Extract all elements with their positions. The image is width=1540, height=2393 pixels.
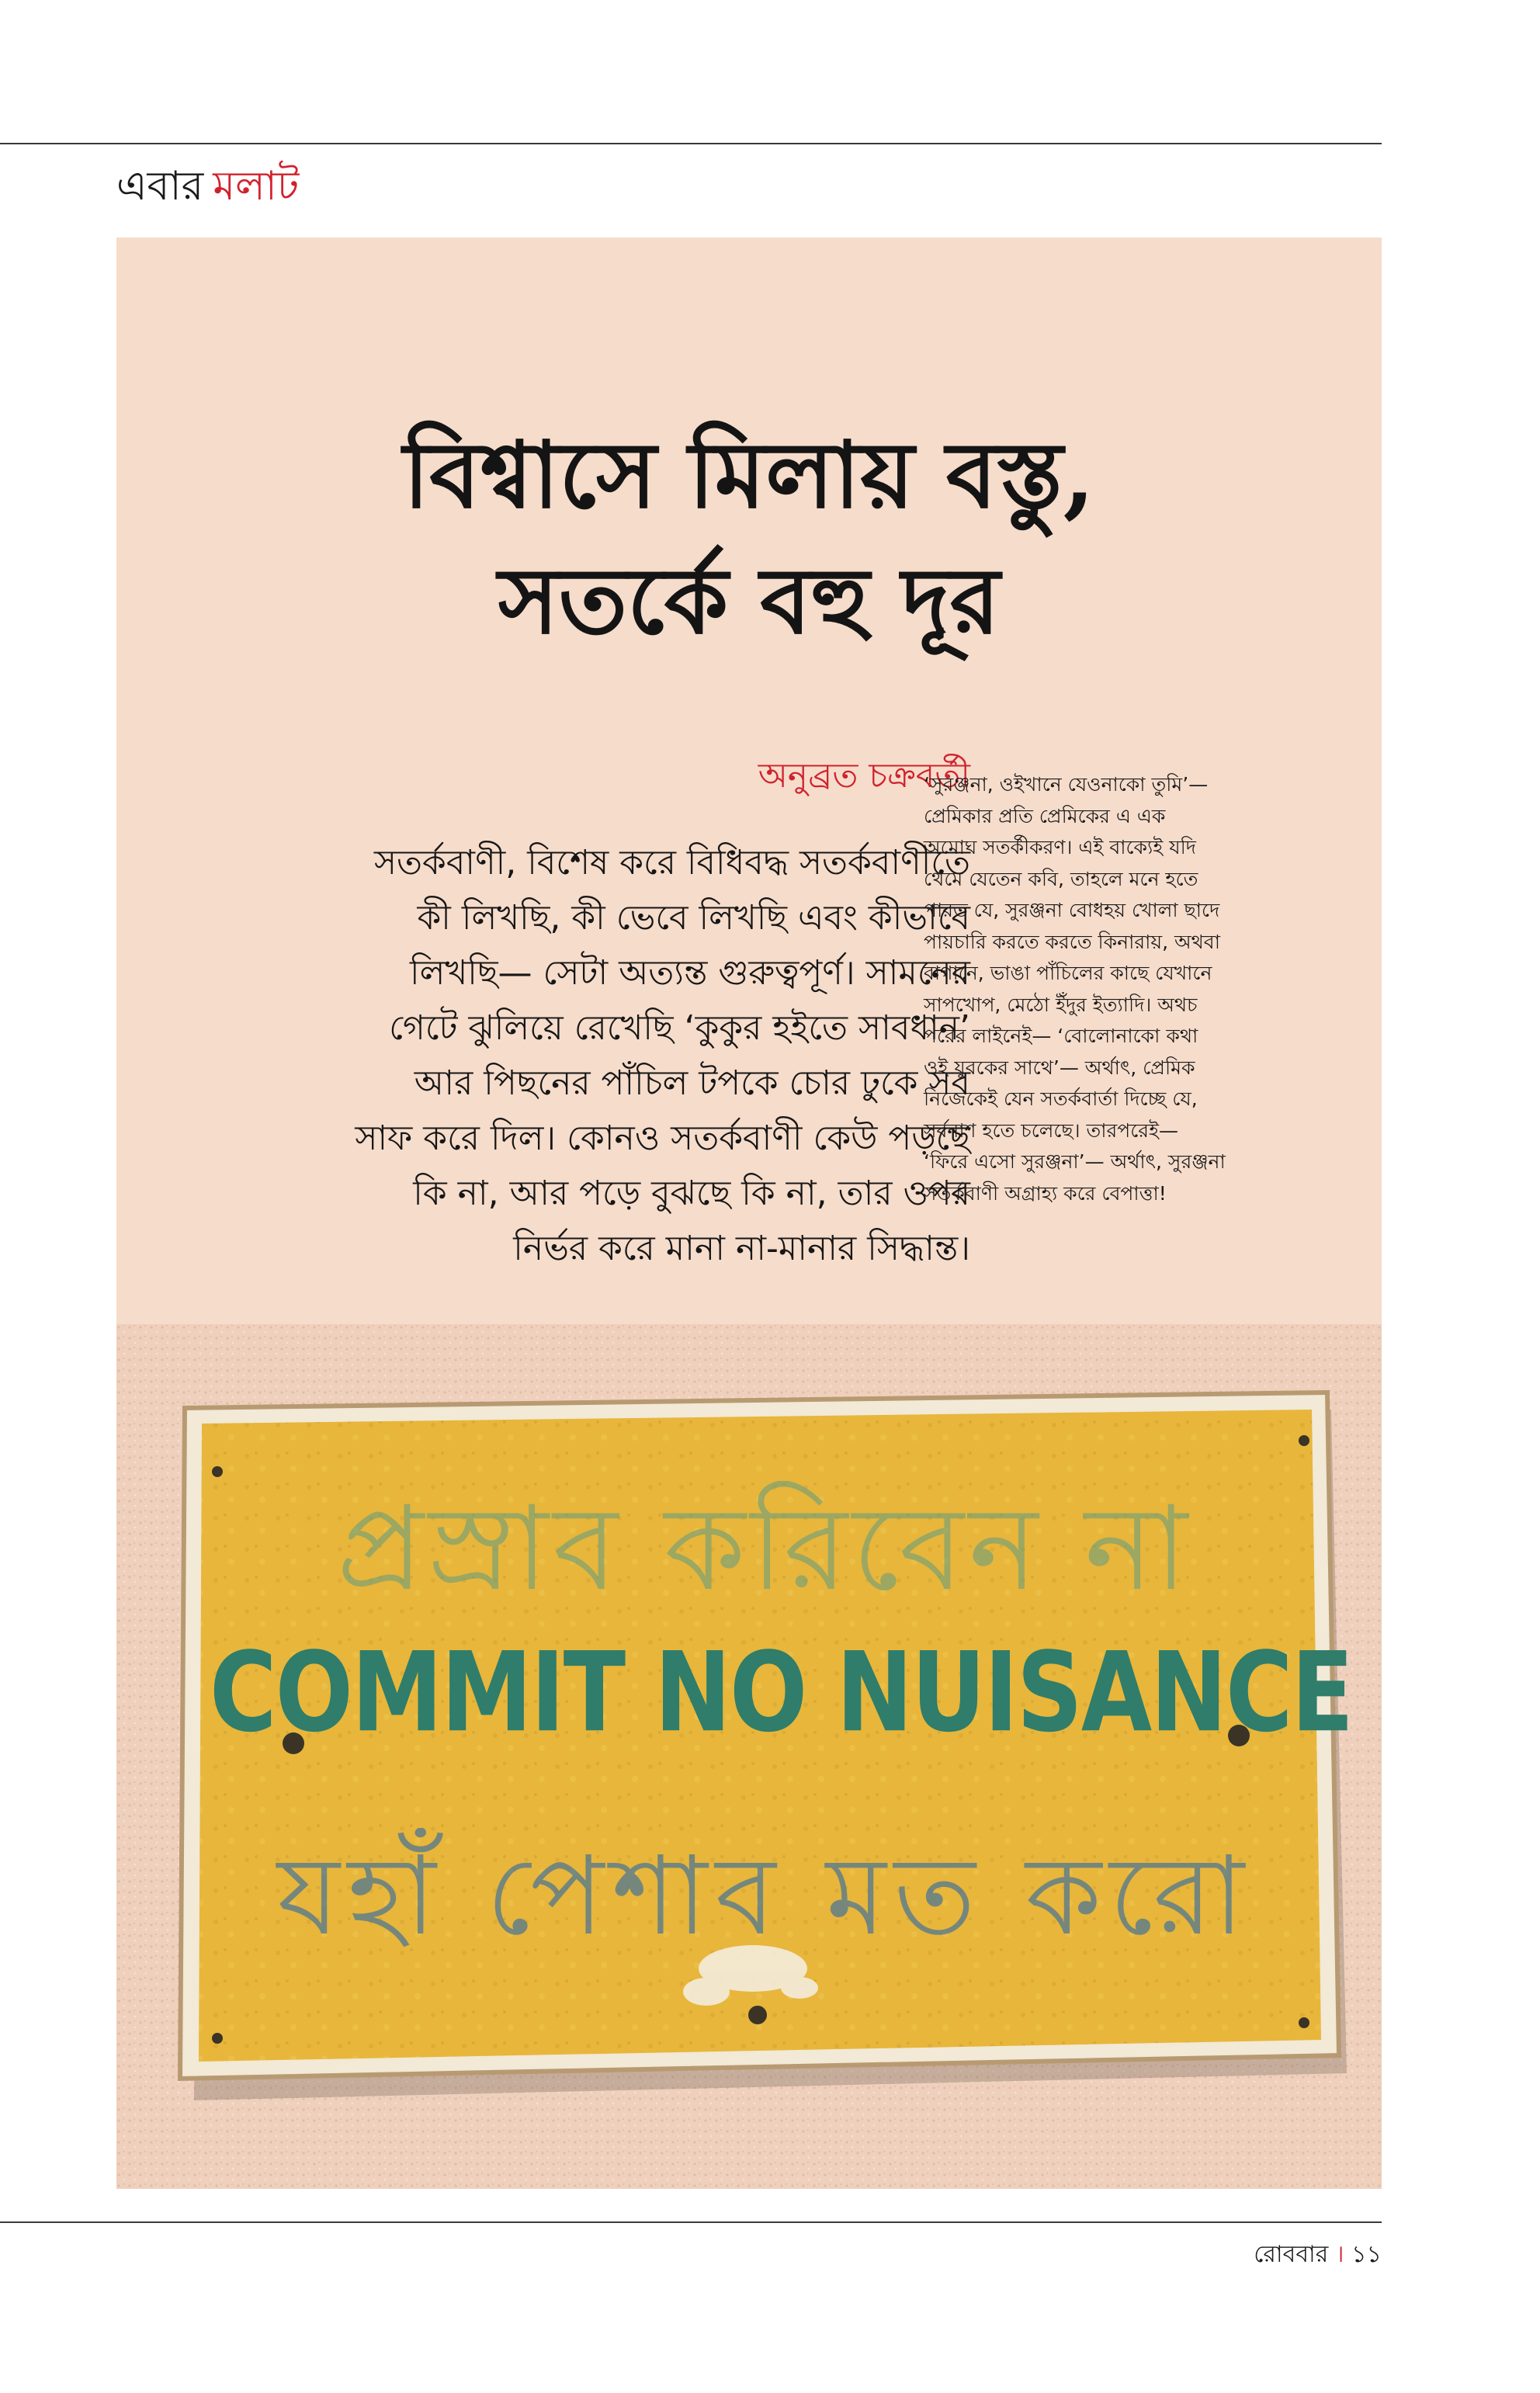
page-number: ১১ — [1351, 2241, 1382, 2268]
author-byline: অনুব্রত চক্রবর্তী — [758, 756, 970, 796]
lede-line: লিখছি— সেটা অত্যন্ত গুরুত্বপূর্ণ। সামনের — [409, 953, 970, 993]
headline-line-2: সতর্কে বহু দূর — [498, 546, 1001, 654]
page-footer — [1234, 2235, 1382, 2275]
sign-english-text: COMMIT NO NUISANCE — [210, 1628, 1353, 1757]
sidebar-line: পায়চারি করতে করতে কিনারায়, অথবা — [924, 930, 1220, 953]
sidebar-line: পারত যে, সুরঞ্জনা বোধহয় খোলা ছাদে — [924, 899, 1220, 921]
sidebar-line: নিজেকেই যেন সতর্কবার্তা দিচ্ছে যে, — [924, 1087, 1198, 1110]
lede-line: কী লিখছি, কী ভেবে লিখছি এবং কীভাবে — [417, 898, 970, 938]
top-rule — [0, 143, 1382, 144]
footer-separator: । — [1335, 2241, 1344, 2268]
sidebar-line: পরের লাইনেই— ‘বোলোনাকো কথা — [924, 1025, 1198, 1047]
lede-line: আর পিছনের পাঁচিল টপকে চোর ঢুকে সব — [414, 1063, 970, 1103]
sidebar-line: প্রেমিকার প্রতি প্রেমিকের এ এক — [924, 804, 1166, 827]
lede-line: গেটে ঝুলিয়ে রেখেছি ‘কুকুর হইতে সাবধান’ — [389, 1008, 970, 1048]
lede-paragraph — [194, 835, 970, 1276]
sign-hindi-text: যহাঁ পেশাব মত করো — [276, 1833, 1253, 1960]
sidebar-quote-text — [924, 769, 1358, 1209]
sidebar-line: ‘সুরঞ্জনা, ওইখানে যেওনাকো তুমি’— — [924, 773, 1209, 796]
headline-line-1: বিশ্বাসে মিলায় বস্তু, — [403, 421, 1095, 529]
sign-lettering — [116, 1324, 1382, 2189]
lede-line: নির্ভর করে মানা না-মানার সিদ্ধান্ত। — [513, 1229, 970, 1268]
sidebar-line: সর্বনাশ হতে চলেছে। তারপরেই— — [924, 1118, 1179, 1142]
sidebar-line: ওই যুবকের সাথে’— অর্থাৎ, প্রেমিক — [924, 1056, 1195, 1079]
section-label-accent: মলাট — [213, 163, 300, 210]
article-header-panel — [116, 238, 1382, 1324]
section-label — [116, 161, 299, 211]
sidebar-line: সাপখোপ, মেঠো ইঁদুর ইত্যাদি। অথচ — [924, 993, 1198, 1016]
sidebar-line: সতর্কবাণী অগ্রাহ্য করে বেপাত্তা! — [924, 1181, 1167, 1205]
lede-line: কি না, আর পড়ে বুঝছে কি না, তার ওপর — [413, 1174, 970, 1213]
warning-sign-photo — [116, 1324, 1382, 2189]
headline — [116, 412, 1382, 664]
magazine-name: রোববার — [1254, 2241, 1329, 2268]
bottom-rule — [0, 2221, 1382, 2223]
sidebar-line: থেমে যেতেন কবি, তাহলে মনে হতে — [924, 867, 1198, 890]
sign-bengali-text: প্রস্রাব করিবেন না — [336, 1482, 1193, 1617]
section-label-plain: এবার — [116, 163, 204, 210]
lede-line: সতর্কবাণী, বিশেষ করে বিধিবদ্ধ সতর্কবাণীতে — [373, 843, 970, 883]
sidebar-line: ‘ফিরে এসো সুরঞ্জনা’— অর্থাৎ, সুরঞ্জনা — [924, 1150, 1226, 1173]
sidebar-line: অমোঘ সতর্কীকরণ। এই বাক্যেই যদি — [924, 836, 1196, 858]
sidebar-line: বাগানে, ভাঙা পাঁচিলের কাছে যেখানে — [924, 962, 1212, 984]
lede-line: সাফ করে দিল। কোনও সতর্কবাণী কেউ পড়ছে — [355, 1118, 970, 1158]
